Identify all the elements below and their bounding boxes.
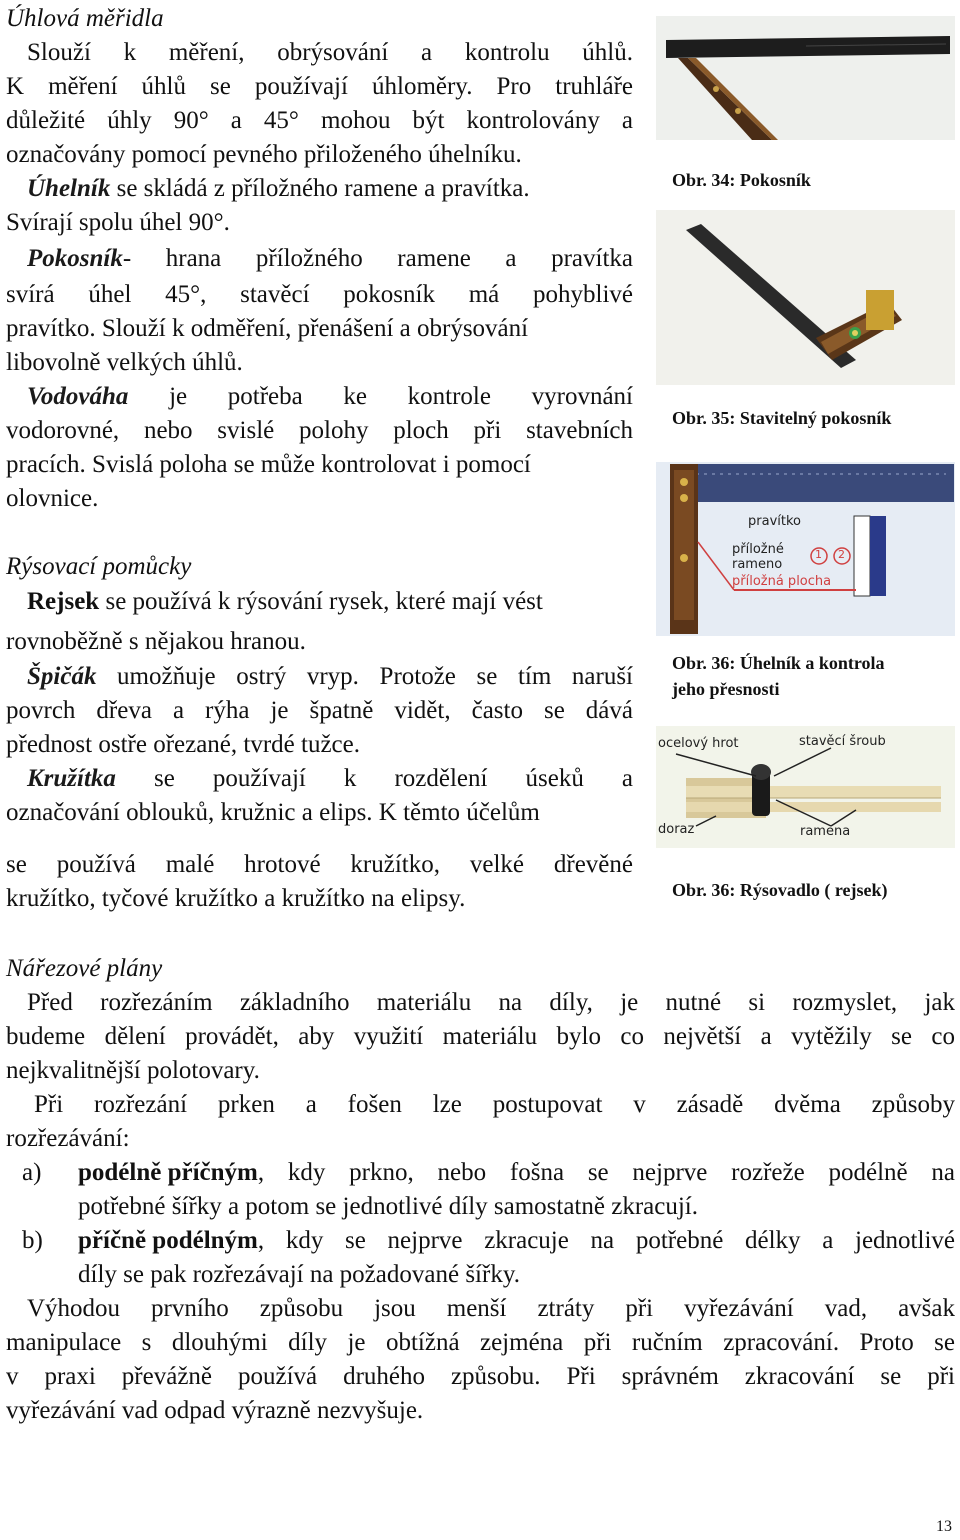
caption-fig36a	[672, 650, 885, 702]
text-line: se používá malé hrotové kružítko, velké dřevěné	[6, 851, 633, 878]
text-line: Před rozřezáním základního materiálu na díly, je nutné si rozmyslet, jak	[27, 989, 955, 1016]
text-line: rozřezávání:	[6, 1125, 130, 1152]
text-line: v praxi převážně používá druhého způsobu. Při správném zkracování se při	[6, 1363, 955, 1390]
figure-stavitelny-pokosnik	[656, 210, 955, 385]
list-item-b	[78, 1224, 955, 1259]
text-line: povrch dřeva a rýha je špatně vidět, často se dává	[6, 697, 633, 724]
label-prilozne-line: příložné	[732, 542, 784, 557]
text-line: olovnice.	[6, 485, 99, 512]
list-label-b: b)	[22, 1227, 43, 1254]
text-line	[27, 242, 633, 277]
term-rejsek: Rejsek	[27, 588, 100, 615]
list-label-a: a)	[22, 1159, 42, 1186]
text-line: vyřezávání vad odpad výrazně nezvyšuje.	[6, 1397, 424, 1424]
text-line: Při rozřezání prken a fošen lze postupovat v zásadě dvěma způsoby	[34, 1091, 955, 1118]
uhelnik-illustration	[656, 462, 955, 636]
text-span: , kdy se nejprve zkracuje na potřebné délky a jednotlivé	[257, 1227, 955, 1254]
text-line	[27, 380, 633, 415]
text-line: Výhodou prvního způsobu jsou menší ztráty při vyřezávání vad, avšak	[27, 1295, 955, 1322]
text-line: nejkvalitnější polotovary.	[6, 1057, 260, 1084]
caption-fig35: Obr. 35: Stavitelný pokosník	[672, 408, 892, 428]
label-rameno-line: rameno	[732, 557, 783, 572]
heading-uhlova-meridla: Úhlová měřidla	[6, 5, 164, 32]
term-kruzitka: Kružítka	[27, 765, 116, 792]
text-line: vodorovné, nebo svislé polohy ploch při stavebních	[6, 417, 633, 444]
caption-fig36a-line1: Obr. 36: Úhelník a kontrola	[672, 653, 885, 673]
text-span: umožňuje ostrý vryp. Protože se tím naruší	[96, 663, 633, 690]
figure-rysovadlo	[656, 726, 955, 848]
term-pricne-podelnym: příčně podélným	[78, 1227, 258, 1254]
text-line: libovolně velkých úhlů.	[6, 349, 243, 376]
figure-pokosnik	[656, 16, 955, 140]
label-prilozna-plocha: příložná plocha	[732, 574, 832, 589]
text-line: K měření úhlů se používají úhloměry. Pro truhláře	[6, 73, 633, 100]
term-pokosnik: Pokosník	[27, 245, 123, 272]
label-ramena: ramena	[800, 824, 851, 839]
list-item-a	[78, 1156, 955, 1191]
text-line: rovnoběžně s nějakou hranou.	[6, 628, 306, 655]
text-line: Slouží k měření, obrýsování a kontrolu úhlů.	[27, 39, 633, 66]
text-line: kružítko, tyčové kružítko a kružítko na elipsy.	[6, 885, 466, 912]
text-span: , kdy prkno, nebo fošna se nejprve rozřeže podélně na	[257, 1159, 955, 1186]
text-line	[27, 762, 633, 797]
caption-fig34: Obr. 34: Pokosník	[672, 170, 811, 190]
text-line: budeme dělení provádět, aby využití materiálu bylo co největší a vytěžily se co	[6, 1023, 955, 1050]
text-span: se používají k rozdělení úseků a	[115, 765, 633, 792]
text-line: potřebné šířky a potom se jednotlivé díly samostatně zkracují.	[78, 1193, 698, 1220]
text-line: označovány pomocí pevného přiloženého úhelníku.	[6, 141, 522, 168]
text-line	[27, 585, 543, 620]
label-doraz: doraz	[658, 822, 695, 837]
text-span: se používá k rýsování rysek, které mají vést	[99, 588, 543, 615]
caption-fig36a-line2: jeho přesnosti	[672, 679, 780, 699]
heading-narezove-plany: Nářezové plány	[6, 955, 163, 982]
text-line	[27, 660, 633, 695]
pokosnik-illustration	[656, 16, 955, 140]
caption-fig36b: Obr. 36: Rýsovadlo ( rejsek)	[672, 880, 888, 900]
text-line: Svírají spolu úhel 90°.	[6, 209, 230, 236]
text-span: - hrana příložného ramene a pravítka	[122, 245, 633, 272]
stavitelny-pokosnik-illustration	[656, 210, 955, 385]
label-pravitko: pravítko	[748, 514, 801, 529]
term-uhelnik: Úhelník	[27, 175, 111, 202]
text-line: manipulace s dlouhými díly je obtížná zejména při ručním zpracování. Proto se	[6, 1329, 955, 1356]
label-stavecí-sroub: stavěcí šroub	[799, 734, 886, 749]
text-line: označování oblouků, kružnic a elips. K těmto účelům	[6, 799, 540, 826]
text-line: pracích. Svislá poloha se může kontrolovat i pomocí	[6, 451, 531, 478]
label-num-1: 1	[815, 548, 822, 561]
figure-uhelnik	[656, 462, 955, 636]
page-number: 13	[936, 1518, 952, 1535]
text-line: přednost ostře ořezané, tvrdé tužce.	[6, 731, 361, 758]
text-span: je potřeba ke kontrole vyrovnání	[128, 383, 633, 410]
text-line: díly se pak rozřezávají na požadované šířky.	[78, 1261, 520, 1288]
label-num-2: 2	[838, 548, 845, 561]
text-line	[27, 172, 530, 207]
text-line: svírá úhel 45°, stavěcí pokosník má pohyblivé	[6, 281, 633, 308]
term-podelne-pricnym: podélně příčným	[78, 1159, 258, 1186]
text-line: pravítko. Slouží k odměření, přenášení a obrýsování	[6, 315, 529, 342]
label-prilozne-rameno	[732, 542, 784, 572]
heading-rysovaci-pomucky: Rýsovací pomůcky	[6, 553, 192, 580]
term-vodovaha: Vodováha	[27, 383, 129, 410]
label-ocelovy-hrot: ocelový hrot	[658, 736, 739, 751]
text-span: se skládá z příložného ramene a pravítka.	[110, 175, 530, 202]
text-line: důležité úhly 90° a 45° mohou být kontrolovány a	[6, 107, 633, 134]
term-spicak: Špičák	[27, 663, 97, 690]
